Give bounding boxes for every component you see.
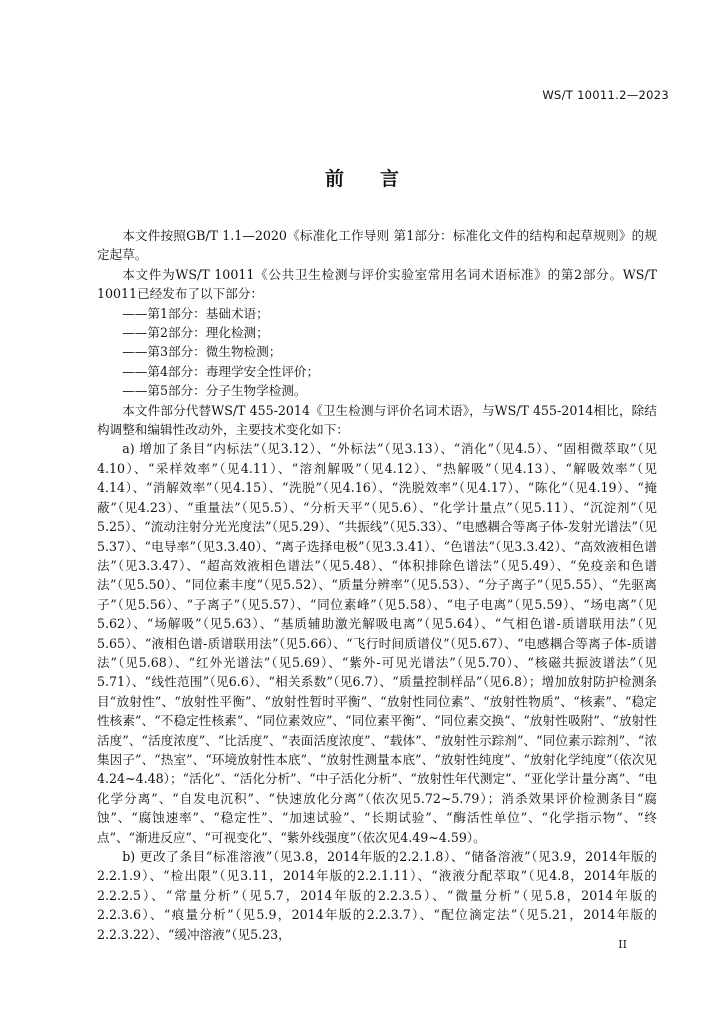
paragraph-series-intro: 本文件为WS/T 10011《公共卫生检测与评价实验室常用名词术语标准》的第2部分。WS/T 10011已经发布了以下部分： (97, 266, 657, 302)
change-item-a: a) 增加了条目“内标法”（见3.12）、“外标法”（见3.13）、“消化”（见4.5）、“固相微萃取”（见4.10）、“采样效率”（见4.11）、“溶剂解吸”（见4.12）、“热解吸”（见4.13）、“解吸效率”（见4.14）、“消解效率”（见4.15）、“洗脱”（见4.16）、“洗脱效率”（见4.17）、“陈化”（见4.19）、“掩蔽”（见4.23）、“重量法”（见5.5）、“分析天平”（见5.6）、“化学计量点”（见5.11）、“沉淀剂”（见5.25）、“流动注射分光光度法”（见5.29）、“共振线”（见5.33）、“电感耦合等离子体-发射光谱法”（见5.37）、“电导率”（见3.3.40）、“离子选择电极”（见3.3.41）、“色谱法”（见3.3.42）、“高效液相色谱法”（见3.3.47）、“超高效液相色谱法”（见5.48）、“体积排除色谱法”（见5.49）、“免疫亲和色谱法”（见5.50）、“同位素丰度”（见5.52）、“质量分辨率”（见5.53）、“分子离子”（见5.55）、“先驱离子”（见5.56）、“子离子”（见5.57）、“同位素峰”（见5.58）、“电子电离”（见5.59）、“场电离”（见5.62）、“场解吸”（见5.63）、“基质辅助激光解吸电离”（见5.64）、“气相色谱-质谱联用法”（见5.65）、“液相色谱-质谱联用法”（见5.66）、“飞行时间质谱仪”（见5.67）、“电感耦合等离子体-质谱法”（见5.68）、“红外光谱法”（见5.69）、“紫外-可见光谱法”（见5.70）、“核磁共振波谱法”（见5.71）、“线性范围”（见6.6）、“相关系数”（见6.7）、“质量控制样品”（见6.8）；增加放射防护检测条目“放射性”、“放射性平衡”、“放射性暂时平衡”、“放射性同位素”、“放射性物质”、“核素”、“稳定性核素”、“不稳定性核素”、“同位素效应”、“同位素平衡”、“同位素交换”、“放射性吸附”、“放射性活度”、“活度浓度”、“比活度”、“表面活度浓度”、“载体”、“放射性示踪剂”、“同位素示踪剂”、“浓集因子”、“热室”、“环境放射性本底”、“放射性测量本底”、“放射性纯度”、“放射化学纯度”（依次见4.24~4.48）；“活化”、“活化分析”、“中子活化分析”、“放射性年代测定”、“亚化学计量分离”、“电化学分离”、“自发电沉积”、“快速放化分离”（依次见5.72~5.79）；消杀效果评价检测条目“腐蚀”、“腐蚀速率”、“稳定性”、“加速试验”、“长期试验”、“酶活性单位”、“化学指示物”、“终点”、“渐进反应”、“可视变化”、“紫外线强度”（依次见4.49~4.59）。 (97, 441, 657, 845)
paragraph-drafting-rules: 本文件按照GB/T 1.1—2020《标准化工作导则 第1部分：标准化文件的结构和起草规则》的规定起草。 (97, 228, 657, 263)
paragraph-replacement: 本文件部分代替WS/T 455-2014《卫生检测与评价名词术语》，与WS/T 455-2014相比，除结构调整和编辑性改动外，主要技术变化如下： (97, 402, 657, 438)
page-title: 前言 (324, 168, 435, 190)
list-item-part-4: ——第4部分：毒理学安全性评价； (122, 363, 320, 379)
page-number: II (618, 938, 627, 951)
list-item-part-1: ——第1部分：基础术语； (122, 305, 269, 321)
list-item-part-3: ——第3部分：微生物检测； (122, 344, 282, 360)
list-item-part-5: ——第5部分：分子生物学检测。 (122, 383, 307, 399)
document-body (97, 226, 657, 944)
list-item-part-2: ——第2部分：理化检测； (122, 325, 269, 341)
change-item-b: b) 更改了条目“标准溶液”（见3.8，2014年版的2.2.1.8）、“储备溶液”（见3.9，2014年版的2.2.1.9）、“检出限”（见3.11，2014年版的2.2.1.11）、“液液分配萃取”（见4.8，2014年版的2.2.2.5）、“常量分析”（见5.7，2014年版的2.2.3.5）、“微量分析”（见5.8，2014年版的2.2.3.6）、“痕量分析”（见5.9，2014年版的2.2.3.7）、“配位滴定法”（见5.21，2014年版的2.2.3.22）、“缓冲溶液”（见5.23， (97, 849, 657, 942)
standard-number: WS/T 10011.2—2023 (542, 88, 669, 102)
